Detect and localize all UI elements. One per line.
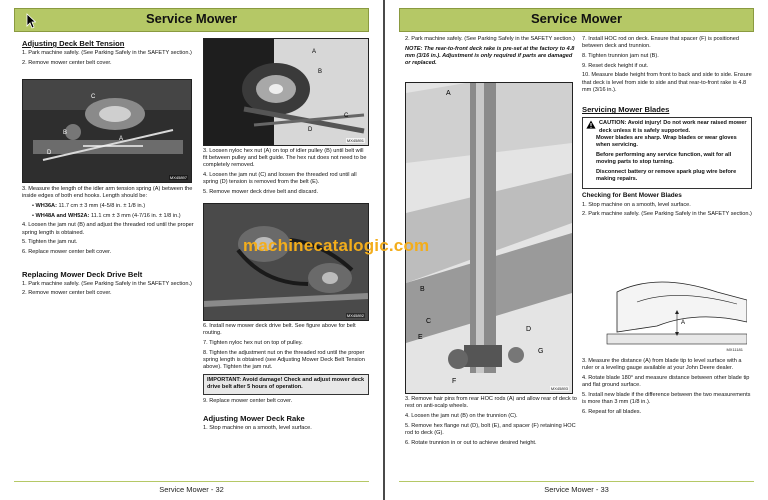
blade-measure-diagram xyxy=(597,262,747,354)
important-callout: IMPORTANT: Avoid damage! Check and adjust mower deck drive belt after 5 hours of operation. xyxy=(203,374,369,394)
label-f: F xyxy=(452,378,457,385)
left-page-number: Service Mower - 32 xyxy=(159,485,224,494)
label-a: A xyxy=(312,49,317,55)
step: 9. Reset deck height if out. xyxy=(582,62,649,69)
label-g: G xyxy=(538,348,544,355)
left-column-c xyxy=(203,148,369,199)
step: 4. Loosen the jam nut (C) and loosen the threaded rod until all spring (D) tension is removed from the belt (E). xyxy=(203,172,357,186)
step: 2. Park machine safely. (See Parking Safely in the SAFETY section.) xyxy=(582,211,752,218)
step: 3. Remove hair pins from rear HOC rods (A) and allow rear of deck to rest on anti-scalp wheels. xyxy=(405,396,577,410)
hoc-rod-photo xyxy=(405,82,573,394)
step: 5. Tighten the jam nut. xyxy=(22,239,78,246)
label-b: B xyxy=(420,286,425,293)
label-b: B xyxy=(63,130,68,136)
left-column-d xyxy=(203,323,369,435)
step: 7. Tighten nyloc hex nut on top of pulley. xyxy=(203,339,303,346)
step: 1. Stop machine on a smooth, level surface. xyxy=(203,425,312,432)
step: 4. Loosen the jam nut (B) on the trunnion (C). xyxy=(405,412,518,419)
adjust-belt-heading: Adjusting Deck Belt Tension xyxy=(22,39,125,48)
step: 3. Measure the distance (A) from blade tip to level surface with a ruler or a leveling gauge available at your John Deere dealer. xyxy=(582,358,742,372)
step: 1. Stop machine on a smooth, level surface. xyxy=(582,201,691,208)
rake-heading: Adjusting Mower Deck Rake xyxy=(203,414,305,424)
step: 6. Rotate trunnion in or out to achieve desired height. xyxy=(405,439,537,446)
image-id: MX45893 xyxy=(550,386,568,391)
step: 9. Replace mower center belt cover. xyxy=(203,397,293,404)
footer-rule xyxy=(399,481,754,482)
step: 2. Park machine safely. (See Parking Safely in the SAFETY section.) xyxy=(405,36,575,42)
step: 3. Measure the length of the idler arm tension spring (A) between the inside edges of both end hooks. Length should be: xyxy=(22,186,193,200)
label-d: D xyxy=(308,127,313,133)
right-column-d xyxy=(582,358,752,418)
label-c: C xyxy=(344,113,349,119)
label-b: B xyxy=(318,69,323,75)
step: 8. Tighten trunnion jam nut (B). xyxy=(582,52,659,59)
watermark: machinecatalogic.com xyxy=(243,236,430,255)
replace-belt-heading: Replacing Mower Deck Drive Belt xyxy=(22,269,143,279)
left-column-a xyxy=(22,36,192,69)
step: 1. Park machine safely. (See Parking Safely in the SAFETY section.) xyxy=(22,50,192,56)
bent-blades-heading: Checking for Bent Mower Blades xyxy=(582,191,682,199)
step: 6. Replace mower center belt cover. xyxy=(22,248,112,255)
step: 3. Loosen nyloc hex nut (A) on top of idler pulley (B) until belt will fit between pulley and belt guide. The hex nut does not need to be completely removed. xyxy=(203,148,367,169)
right-page-number: Service Mower - 33 xyxy=(544,485,609,494)
image-id: MX45891 xyxy=(346,138,364,143)
spec-item: • WH48A and WH52A: 11.1 cm ± 3 mm (4-7/16 in. ± 1/8 in.) xyxy=(32,212,181,219)
right-column-a xyxy=(405,36,575,70)
caution-box xyxy=(582,117,752,188)
caution-title: CAUTION: Avoid injury! Do not work near raised mower deck unless it is safely supported. xyxy=(599,120,747,134)
label-a: A xyxy=(119,136,124,142)
step: 1. Park machine safely. (See Parking Safely in the SAFETY section.) xyxy=(22,280,192,287)
right-page xyxy=(385,0,768,500)
warning-triangle-icon xyxy=(586,120,596,129)
label-d: D xyxy=(47,150,52,156)
left-page-title: Service Mower xyxy=(145,11,238,26)
servicing-blades-heading: Servicing Mower Blades xyxy=(582,105,670,115)
right-page-title: Service Mower xyxy=(530,11,623,26)
image-id: MX45892 xyxy=(346,313,364,318)
image-id: MX45897 xyxy=(169,175,187,180)
label-d: D xyxy=(526,326,532,333)
step: 4. Rotate blade 180° and measure distance between other blade tip and flat ground surface. xyxy=(582,374,750,389)
step: 5. Install new blade if the difference between the two measurements is more than 3 mm (1/8 in.). xyxy=(582,391,751,406)
step: 2. Remove mower center belt cover. xyxy=(22,290,112,297)
caution-line: Before performing any service function, wait for all moving parts to stop turning. xyxy=(596,151,732,165)
step: 6. Install new mower deck drive belt. See figure above for belt routing. xyxy=(203,323,356,337)
image-id: MX11181 xyxy=(726,347,743,352)
right-column-c xyxy=(582,36,752,221)
label-c: C xyxy=(426,318,432,325)
right-column-b xyxy=(405,396,577,449)
spec-item: • WH36A: 11.7 cm ± 3 mm (4-5/8 in. ± 1/8 in.) xyxy=(32,202,146,209)
footer-rule xyxy=(14,481,369,482)
left-column-b xyxy=(22,186,194,300)
label-a: A xyxy=(446,90,451,97)
step: 8. Tighten the adjustment nut on the threaded rod until the proper spring length is obtained (see Adjusting Mower Deck Belt Tension above). Tighten the jam nut. xyxy=(203,349,365,371)
step: 10. Measure blade height from front to back and side to side. Ensure that deck is level from side to side and that rear-to-front rake is 4.8 mm (3/16 in.). xyxy=(582,72,752,93)
note: NOTE: The rear-to-front deck rake is pre-set at the factory to 4.8 mm (3/16 in.). Adjustment is only required if parts are damaged or replaced. xyxy=(405,45,575,67)
step: 6. Repeat for all blades. xyxy=(582,408,642,415)
step: 5. Remove hex flange nut (D), bolt (E), and spacer (F) retaining HOC rod to deck (G). xyxy=(405,422,576,436)
belt-routing-photo xyxy=(203,203,369,321)
label-a: A xyxy=(681,320,686,326)
caution-line: Disconnect battery or remove spark plug wire before making repairs. xyxy=(596,168,737,182)
idler-pulley-photo xyxy=(203,38,369,146)
step: 7. Install HOC rod on deck. Ensure that spacer (F) is positioned between deck and trunnion. xyxy=(582,36,740,50)
label-e: E xyxy=(418,334,423,341)
label-c: C xyxy=(91,94,96,100)
step: 5. Remove mower deck drive belt and discard. xyxy=(203,189,319,196)
mouse-cursor-icon xyxy=(26,13,36,29)
deck-belt-photo xyxy=(22,79,192,183)
step: 2. Remove mower center belt cover. xyxy=(22,59,112,66)
step: 4. Loosen the jam nut (B) and adjust the threaded rod until the proper spring length is obtained. xyxy=(22,222,194,236)
caution-line: Mower blades are sharp. Wrap blades or wear gloves when servicing. xyxy=(596,134,737,149)
